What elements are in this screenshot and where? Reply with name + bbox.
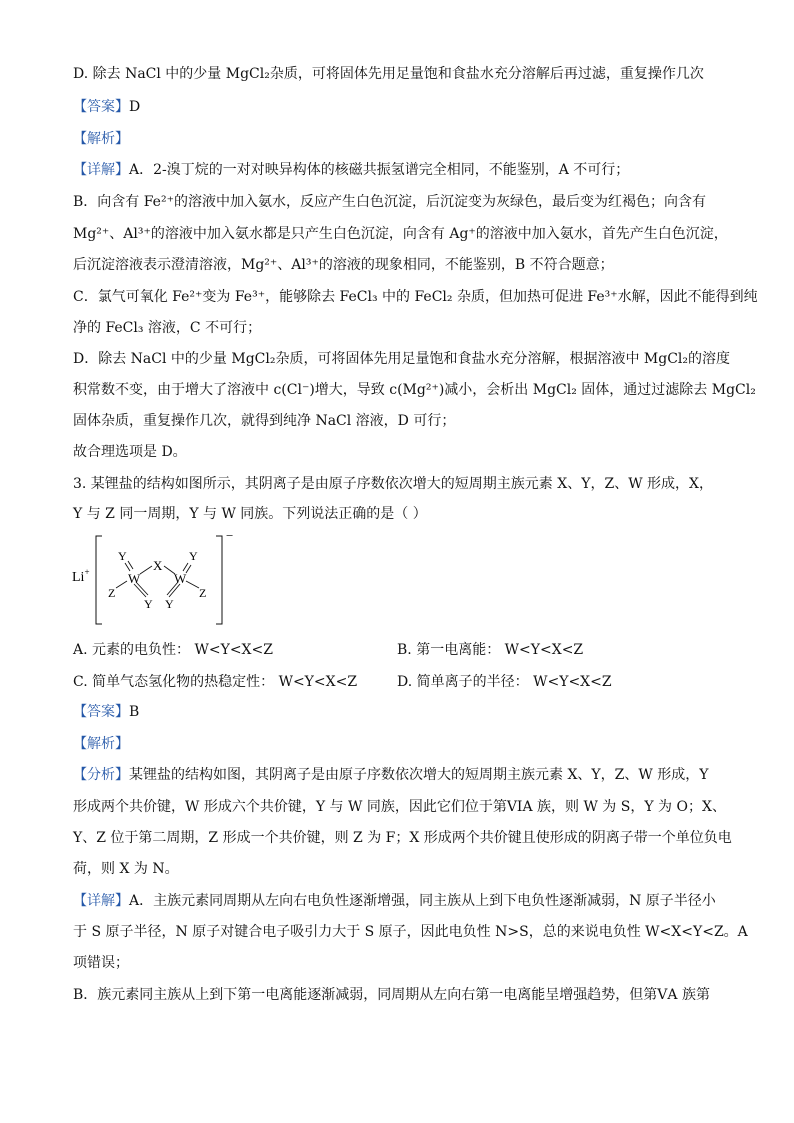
option-c: C. 简单气态氢化物的热稳定性： W<Y<X<Z — [73, 674, 358, 690]
text-line: C．氯气可氧化 Fe²⁺变为 Fe³⁺，能够除去 FeCl₃ 中的 FeCl₂ 杂质，但加热可促进 Fe³⁺水解，因此不能得到纯 — [73, 289, 758, 305]
analysis-tag: 【解析】 — [73, 736, 129, 752]
fenxi-line — [73, 765, 723, 785]
text-line: 固体杂质，重复操作几次，就得到纯净 NaCl 溶液，D 可行； — [73, 413, 456, 429]
text-line: Y、Z 位于第二周期，Z 形成一个共价键，则 Z 为 F；X 形成两个共价键且使形成的阴离子带一个单位负电 — [73, 830, 732, 846]
text-line: 形成两个共价键，W 形成六个共价键，Y 与 W 同族，因此它们位于第VIA 族，则 W 为 S，Y 为 O；X、 — [73, 799, 726, 815]
text-line: 故合理选项是 D。 — [73, 444, 187, 460]
question-3-stem: 3. 某锂盐的结构如图所示，其阴离子是由原子序数依次增大的短周期主族元素 X、Y，Z、W 形成，X， — [73, 476, 713, 492]
detail-text: A．主族元素同周期从左向右电负性逐渐增强，同主族从上到下电负性逐渐减弱，N 原子半径小 — [129, 893, 716, 909]
analysis-line-2 — [73, 734, 723, 754]
text-line: 荷，则 X 为 N。 — [73, 861, 179, 877]
analysis-tag: 【解析】 — [73, 131, 129, 147]
atom-y: Y — [118, 549, 127, 563]
answer-tag: 【答案】 — [73, 704, 129, 720]
text-line: B．族元素同主族从上到下第一电离能逐渐减弱，同周期从左向右第一电离能呈增强趋势，但第ⅤA 族第 — [73, 987, 710, 1003]
text-line: 净的 FeCl₃ 溶液，C 不可行； — [73, 320, 262, 336]
option-d-prev: D. 除去 NaCl 中的少量 MgCl₂杂质，可将固体先用足量饱和食盐水充分溶解后再过滤，重复操作几次 — [73, 66, 704, 82]
detail-tag: 【详解】 — [73, 162, 129, 178]
fenxi-text: 某锂盐的结构如图，其阴离子是由原子序数依次增大的短周期主族元素 X、Y，Z、W 形成，Y — [129, 767, 709, 783]
atom-x: X — [153, 558, 163, 573]
anion-charge: − — [226, 528, 234, 543]
analysis-line-1 — [73, 129, 723, 149]
option-a: A. 元素的电负性： W<Y<X<Z — [73, 642, 273, 658]
text-line: D．除去 NaCl 中的少量 MgCl₂杂质，可将固体先用足量饱和食盐水充分溶解，根据溶液中 MgCl₂的溶度 — [73, 351, 731, 367]
li-cation: Li+ — [72, 567, 90, 585]
answer-tag: 【答案】 — [73, 99, 129, 115]
atom-y: Y — [165, 597, 174, 611]
atom-z: Z — [199, 586, 207, 600]
answer-value: D — [129, 99, 141, 115]
text-line: B．向含有 Fe²⁺的溶液中加入氨水，反应产生白色沉淀，后沉淀变为灰绿色，最后变为红褐色；向含有 — [73, 194, 706, 210]
text-line: 项错误； — [73, 955, 129, 971]
option-d: D. 简单离子的半径： W<Y<X<Z — [397, 674, 612, 690]
atom-z: Z — [108, 586, 116, 600]
question-3-stem-2: Y 与 Z 同一周期，Y 与 W 同族。下列说法正确的是（ ） — [73, 506, 427, 522]
text-line: 积常数不变，由于增大了溶液中 c(Cl⁻)增大，导致 c(Mg²⁺)减小，会析出 MgCl₂ 固体，通过过滤除去 MgCl₂ — [73, 382, 756, 398]
answer-line-2 — [73, 702, 723, 722]
lithium-salt-structure-diagram — [68, 528, 248, 632]
option-b: B. 第一电离能： W<Y<X<Z — [397, 642, 584, 658]
atom-w-left: W — [128, 571, 141, 586]
atom-y: Y — [189, 549, 198, 563]
detail-line-1 — [73, 160, 723, 180]
answer-value: B — [129, 704, 140, 720]
text-line: Mg²⁺、Al³⁺的溶液中加入氨水都是只产生白色沉淀，向含有 Ag⁺的溶液中加入氨水，首先产生白色沉淀， — [73, 226, 728, 242]
atom-w-right: W — [174, 571, 187, 586]
text-line: 后沉淀溶液表示澄清溶液，Mg²⁺、Al³⁺的溶液的现象相同，不能鉴别，B 不符合题意； — [73, 257, 614, 273]
detail-tag: 【详解】 — [73, 893, 129, 909]
atom-y: Y — [144, 597, 153, 611]
detail-text: A．2-溴丁烷的一对对映异构体的核磁共振氢谱完全相同，不能鉴别，A 不可行； — [129, 162, 630, 178]
detail-line-2 — [73, 891, 723, 911]
answer-line-1 — [73, 97, 723, 117]
text-line: 于 S 原子半径，N 原子对键合电子吸引力大于 S 原子，因此电负性 N>S，总的来说电负性 W<X<Y<Z。A — [73, 924, 748, 940]
fenxi-tag: 【分析】 — [73, 767, 129, 783]
